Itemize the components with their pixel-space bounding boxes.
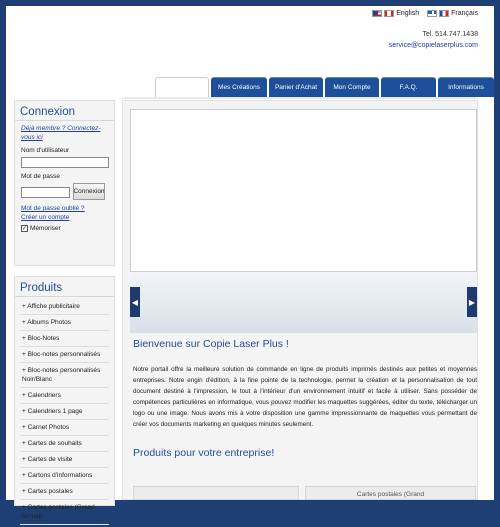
forgot-password-link[interactable]: Mot de passe oublié ?: [21, 205, 85, 212]
login-box: [14, 100, 115, 266]
quebec-flag-icon: [427, 10, 437, 17]
france-flag-icon: [439, 10, 449, 17]
language-switcher: [372, 10, 478, 17]
slider-caption-bar: [130, 271, 477, 333]
product-item[interactable]: + Bloc-notes personnalisés Noir/Blanc: [20, 363, 109, 388]
product-item[interactable]: + Cartons d'informations: [20, 468, 109, 484]
login-title: Connexion: [15, 101, 114, 121]
product-item[interactable]: + Bloc-Notes: [20, 331, 109, 347]
username-label: Nom d'utilisateur: [21, 147, 70, 154]
lang-english-label[interactable]: English: [396, 10, 420, 17]
us-flag-icon: [372, 10, 382, 17]
product-item[interactable]: + Calendriers 1 page: [20, 404, 109, 420]
product-item[interactable]: + Cartes postales (Grand format): [20, 500, 109, 525]
tab-mon-compte[interactable]: Mon Compte: [325, 77, 379, 97]
username-input[interactable]: [21, 157, 109, 168]
tab-informations[interactable]: Informations: [438, 77, 494, 97]
product-item[interactable]: + Calendriers: [20, 388, 109, 404]
product-card[interactable]: Cartes postales (Grand: [305, 486, 476, 500]
product-item[interactable]: + Cartes de visite: [20, 452, 109, 468]
product-card[interactable]: [133, 486, 299, 500]
create-account-link[interactable]: Créer un compte: [21, 214, 70, 221]
remember-label: Mémoriser: [30, 225, 61, 232]
chevron-left-icon[interactable]: ◀: [130, 287, 140, 317]
product-item[interactable]: + Cartes postales: [20, 484, 109, 500]
products-heading: Produits pour votre entreprise!: [133, 447, 275, 459]
login-button[interactable]: Connexion: [73, 183, 105, 200]
tab-panier[interactable]: Panier d'Achat: [269, 77, 323, 97]
main-nav-tabs: [155, 77, 494, 97]
lang-french-label[interactable]: Français: [451, 10, 478, 17]
lang-french[interactable]: [427, 10, 478, 17]
welcome-heading: Bienvenue sur Copie Laser Plus !: [133, 338, 289, 350]
password-input[interactable]: [21, 187, 70, 198]
tab-faq[interactable]: F.A.Q.: [381, 77, 436, 97]
header-divider: [122, 97, 478, 99]
product-item[interactable]: + Albums Photos: [20, 315, 109, 331]
member-login-link[interactable]: Déjà membre ? Connectez-vous ici: [21, 125, 101, 141]
remember-checkbox[interactable]: ✓: [22, 226, 28, 232]
product-item[interactable]: + Bloc-notes personnalisés: [20, 347, 109, 363]
tab-mes-creations[interactable]: Mes Créations: [211, 77, 267, 97]
lang-english[interactable]: [372, 10, 419, 17]
email-link[interactable]: service@copielaserplus.com: [388, 42, 478, 49]
product-item[interactable]: + Affiche publicitaire: [20, 299, 109, 315]
password-label: Mot de passe: [21, 173, 61, 180]
products-box: [14, 276, 115, 520]
canada-flag-icon: [384, 10, 394, 17]
product-item[interactable]: + Cartes de souhaits: [20, 436, 109, 452]
product-item[interactable]: + Carnet Photos: [20, 420, 109, 436]
phone-number: Tel. 514.747.1438: [422, 31, 478, 38]
intro-paragraph: Notre portail offre la meilleure solution de commande en ligne de produits imprimés destinés aux petites et moyennes entreprises. Notre engin d'édition, à la fine pointe de la technologie, permet la création et la personnalisation de tout document destiné à l'impression, le tout à l'intérieur d'un environnement intuitif et facile à utiliser. Sans posséder de compétences particulières en informatique, vous pouvez modifier les maquettes suggérées, éditer du texte, télécharger un logo ou une image. Nous avons mis à votre disposition une gamme impressionnante de maquettes vous permettant de créer vos documents marketing en quelques minutes seulement.: [133, 366, 477, 428]
chevron-right-icon[interactable]: ▶: [467, 287, 477, 317]
products-title: Produits: [15, 277, 114, 297]
tab-home[interactable]: [155, 77, 209, 97]
